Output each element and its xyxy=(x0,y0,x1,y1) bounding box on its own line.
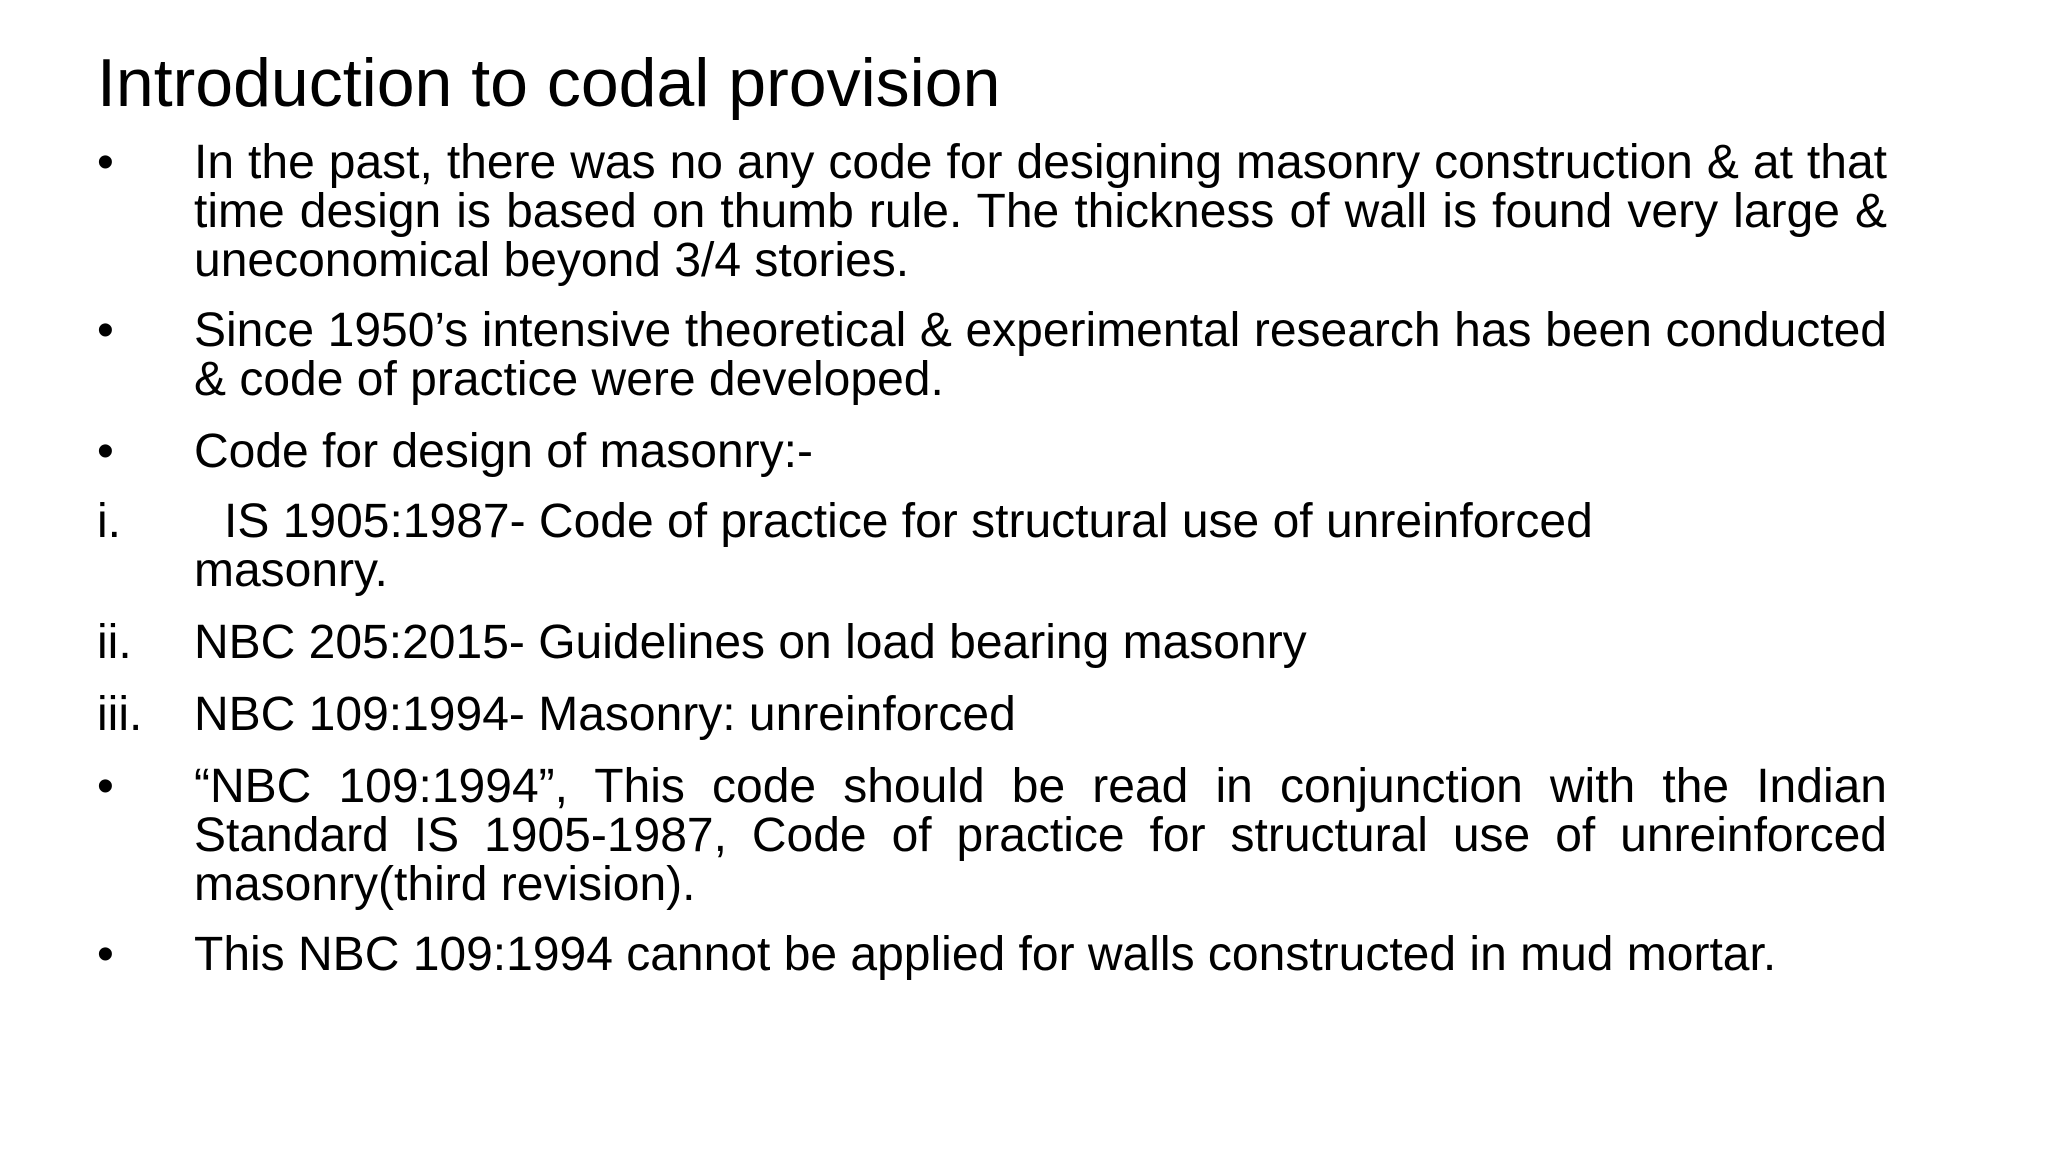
list-item-text: “NBC 109:1994”, This code should be read in conjunction with the Indian Standard IS 1905-1987, Code of practice for structural use of unreinforced masonry(third revision). xyxy=(194,760,1887,911)
bullet-marker: • xyxy=(97,136,114,189)
list-item xyxy=(97,427,1887,476)
list-item xyxy=(97,306,1887,404)
list-item xyxy=(97,690,1887,739)
list-item xyxy=(97,138,1887,285)
bullet-marker: • xyxy=(97,425,114,478)
list-item xyxy=(97,930,1887,979)
list-item-text: NBC 109:1994- Masonry: unreinforced xyxy=(194,688,1016,741)
list-numeral: iii. xyxy=(97,688,143,741)
bullet-marker: • xyxy=(97,304,114,357)
bullet-marker: • xyxy=(97,760,114,813)
list-numeral: i. xyxy=(97,495,121,548)
list-item-text: Code for design of masonry:- xyxy=(194,425,813,478)
slide-title: Introduction to codal provision xyxy=(97,45,1001,121)
list-item-text: NBC 205:2015- Guidelines on load bearing masonry xyxy=(194,616,1307,669)
bullet-list xyxy=(97,138,1887,979)
list-item-text-line: IS 1905:1987- Code of practice for structural use of unreinforced masonry. xyxy=(194,495,1593,597)
list-item xyxy=(97,618,1887,667)
list-item xyxy=(97,497,1887,595)
list-item-text: This NBC 109:1994 cannot be applied for walls constructed in mud mortar. xyxy=(194,928,1777,981)
bullet-marker: • xyxy=(97,928,114,981)
list-item xyxy=(97,762,1887,909)
list-numeral: ii. xyxy=(97,616,132,669)
list-item-text: In the past, there was no any code for designing masonry construction & at that time design is based on thumb rule. The thickness of wall is found very large & uneconomical beyond 3/4 stories. xyxy=(194,136,1887,287)
list-item-text xyxy=(194,497,1887,595)
list-item-text: Since 1950’s intensive theoretical & experimental research has been conducted & code of practice were developed. xyxy=(194,304,1887,406)
